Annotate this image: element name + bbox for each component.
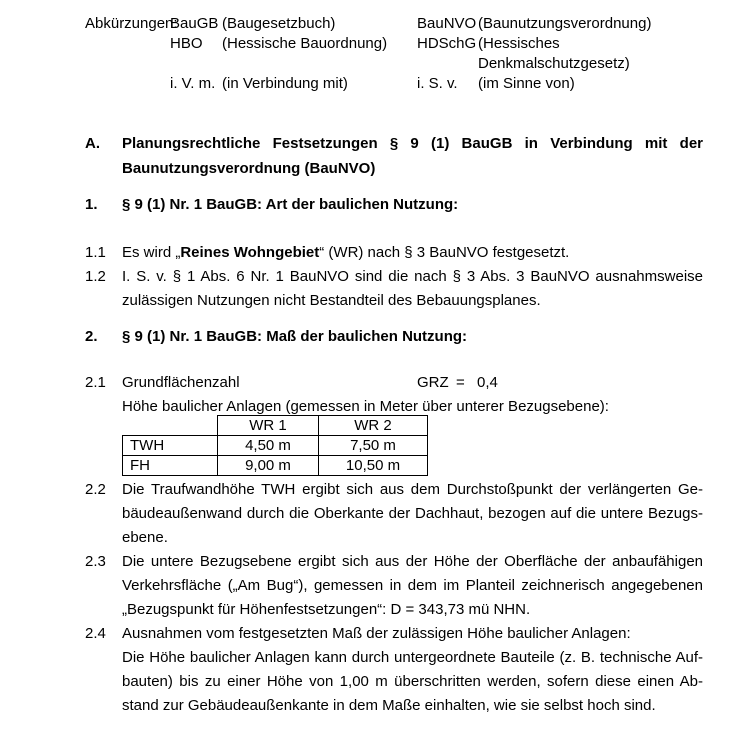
grz-label: Grundflächenzahl bbox=[122, 374, 240, 391]
table-row bbox=[123, 436, 428, 456]
heading-2-text: § 9 (1) Nr. 1 BauGB: Maß der baulichen Nutzung: bbox=[122, 328, 468, 345]
para-2-2-number: 2.2 bbox=[85, 481, 106, 498]
para-2-1-line2: Höhe baulicher Anlagen (gemessen in Meter über unterer Bezugsebene): bbox=[122, 398, 609, 415]
abbrev-definition: (Hessisches Denkmalschutzgesetz) bbox=[478, 35, 630, 72]
heading-1-number: 1. bbox=[85, 196, 98, 213]
grz-abbr: GRZ bbox=[417, 374, 449, 391]
para-2-3-line: Verkehrsfläche („Am Bug“), gemessen in dem im Planteil zeichnerisch angegebenen bbox=[122, 577, 703, 594]
para-1-1-prefix: Es wird „ bbox=[122, 244, 181, 261]
para-2-4-number: 2.4 bbox=[85, 625, 106, 642]
grz-value: 0,4 bbox=[477, 374, 498, 391]
table-cell: 10,50 m bbox=[319, 456, 428, 476]
abbrev-definition: (Hessische Bauordnung) bbox=[222, 35, 388, 52]
section-a-title bbox=[122, 131, 703, 181]
abbreviations-block bbox=[85, 14, 703, 94]
para-1-2 bbox=[85, 265, 703, 313]
abbrev-definition: (Baunutzungsverordnung) bbox=[478, 15, 652, 32]
abbrev-definition: (Baugesetzbuch) bbox=[222, 15, 336, 32]
section-a-heading bbox=[85, 131, 703, 181]
grz-line bbox=[122, 371, 703, 395]
abbrev-definition: (in Verbindung mit) bbox=[222, 75, 348, 92]
para-1-2-text bbox=[122, 265, 703, 313]
table-col-header-wr1: WR 1 bbox=[218, 416, 319, 436]
para-2-3-number: 2.3 bbox=[85, 553, 106, 570]
abbrev-code: BauNVO bbox=[417, 15, 477, 32]
section-a-number: A. bbox=[85, 135, 100, 152]
para-1-1-text bbox=[122, 241, 703, 265]
para-2-2-line: bäudeaußenwand durch die Oberkante der Dachhaut, bezogen auf die untere Bezugs- bbox=[122, 505, 703, 522]
para-2-2-text bbox=[122, 478, 703, 550]
para-2-2-line: Die Traufwandhöhe TWH ergibt sich aus dem Durchstoßpunkt der verlängerten Ge- bbox=[122, 481, 703, 498]
abbrev-code: BauGB bbox=[170, 15, 219, 32]
para-2-4-line: stand zur Gebäudeaußenkante in dem Maße einhalten, wie sie selbst hoch sind. bbox=[122, 697, 656, 714]
para-2-1-text bbox=[122, 371, 703, 419]
abbrev-definition: (im Sinne von) bbox=[478, 75, 575, 92]
para-1-2-line: I. S. v. § 1 Abs. 6 Nr. 1 BauNVO sind die nach § 3 Abs. 3 BauNVO ausnahmsweise bbox=[122, 268, 703, 285]
para-2-1 bbox=[85, 371, 703, 419]
para-1-1-number: 1.1 bbox=[85, 244, 106, 261]
para-2-4-line: Ausnahmen vom festgesetzten Maß der zulässigen Höhe baulicher Anlagen: bbox=[122, 625, 631, 642]
abbrev-code: i. V. m. bbox=[170, 75, 216, 92]
para-1-1-bold-term: Reines Wohngebiet bbox=[180, 244, 320, 261]
table-cell: 7,50 m bbox=[319, 436, 428, 456]
para-1-1-suffix: “ (WR) nach § 3 BauNVO festgesetzt. bbox=[319, 244, 570, 261]
heading-2 bbox=[85, 325, 703, 349]
heading-2-number: 2. bbox=[85, 328, 98, 345]
grz-equals-sign: = bbox=[456, 374, 465, 391]
section-a-title-line1: Planungsrechtliche Festsetzungen § 9 (1) BauGB in Verbindung mit der bbox=[122, 135, 703, 152]
para-1-2-line: zulässigen Nutzungen nicht Bestandteil des Bebauungsplanes. bbox=[122, 292, 541, 309]
table-row-label: TWH bbox=[123, 436, 218, 456]
document-content bbox=[0, 14, 730, 718]
para-2-2-line: ebene. bbox=[122, 529, 168, 546]
para-2-4 bbox=[85, 622, 703, 718]
table-col-header-wr2: WR 2 bbox=[319, 416, 428, 436]
para-2-1-number: 2.1 bbox=[85, 374, 106, 391]
table-row bbox=[123, 456, 428, 476]
abbrev-code: i. S. v. bbox=[417, 75, 458, 92]
para-2-3-text bbox=[122, 550, 703, 622]
section-a-title-line2: Baunutzungsverordnung (BauNVO) bbox=[122, 160, 376, 177]
para-2-3-line: Die untere Bezugsebene ergibt sich aus der Höhe der Oberfläche der anbaufähigen bbox=[122, 553, 703, 570]
para-2-3 bbox=[85, 550, 703, 622]
abbreviations-label: Abkürzungen: bbox=[85, 15, 178, 32]
para-2-4-line: bauten) bis zu einer Höhe von 1,00 m überschritten werden, sofern diese einen Ab- bbox=[122, 673, 703, 690]
para-2-2 bbox=[85, 478, 703, 550]
table-cell: 9,00 m bbox=[218, 456, 319, 476]
para-2-4-line: Die Höhe baulicher Anlagen kann durch untergeordnete Bauteile (z. B. technische Auf- bbox=[122, 649, 703, 666]
abbrev-spacer bbox=[85, 74, 170, 94]
abbrev-spacer bbox=[85, 34, 170, 74]
para-1-2-number: 1.2 bbox=[85, 268, 106, 285]
abbrev-code: HDSchG bbox=[417, 35, 477, 52]
building-height-table bbox=[122, 415, 428, 476]
para-2-4-text bbox=[122, 622, 703, 718]
abbrev-code: HBO bbox=[170, 35, 203, 52]
heading-1 bbox=[85, 193, 703, 217]
para-2-3-line: „Bezugspunkt für Höhenfestsetzungen“: D = 343,73 mü NHN. bbox=[122, 601, 531, 618]
table-cell: 4,50 m bbox=[218, 436, 319, 456]
table-row-label: FH bbox=[123, 456, 218, 476]
para-1-1 bbox=[85, 241, 703, 265]
heading-1-text: § 9 (1) Nr. 1 BauGB: Art der baulichen Nutzung: bbox=[122, 196, 459, 213]
